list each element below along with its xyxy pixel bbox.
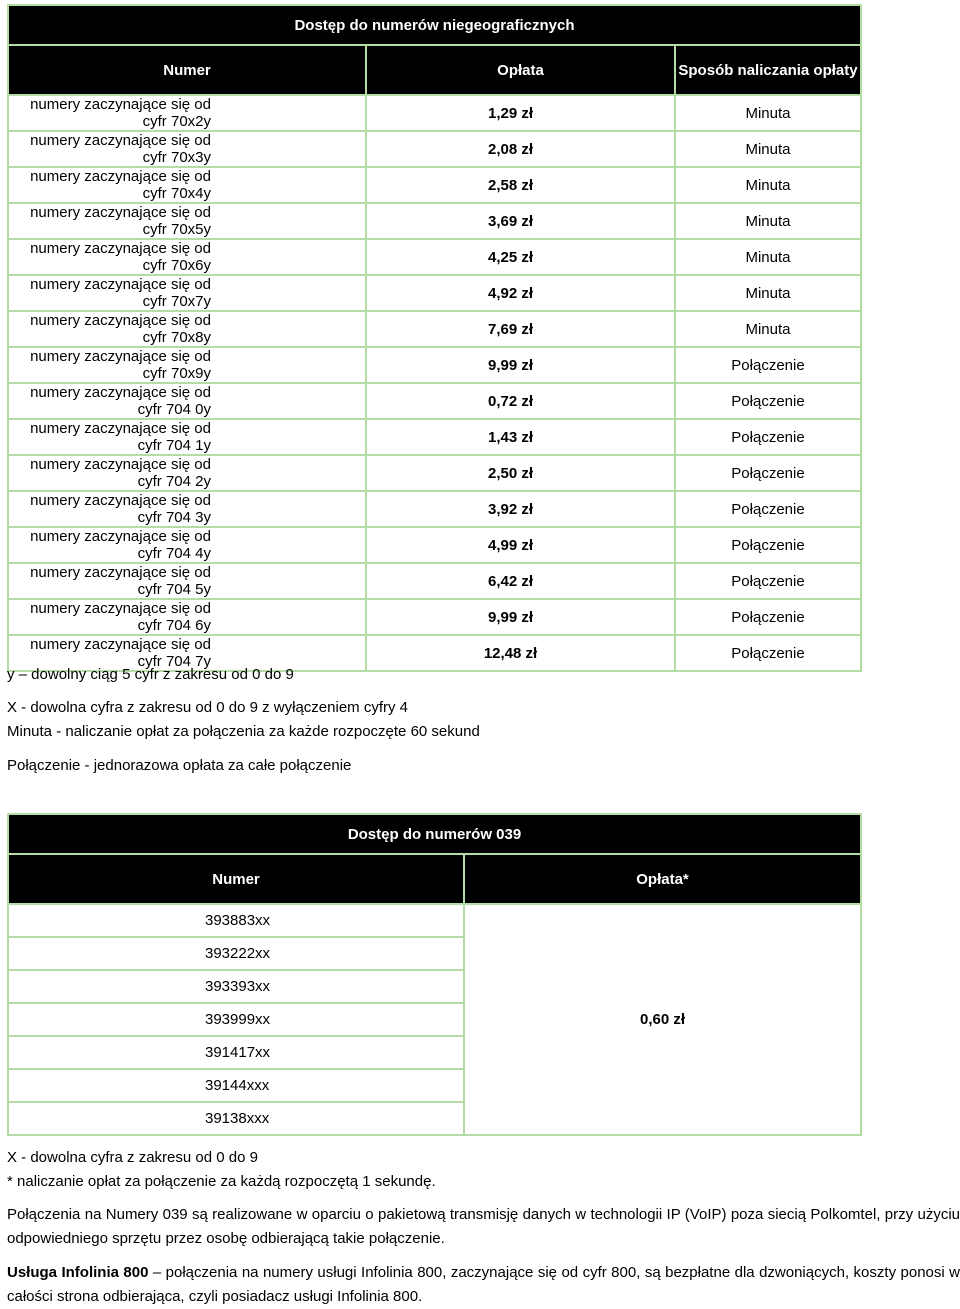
table-row — [8, 491, 861, 527]
fee-cell: 0,72 zł — [366, 383, 675, 419]
fee-cell: 6,42 zł — [366, 563, 675, 599]
non-geographic-numbers-table — [7, 4, 862, 672]
table-row — [8, 131, 861, 167]
note-minuta-definition: Minuta - naliczanie opłat za połączenia za każde rozpoczęte 60 sekund — [7, 723, 480, 740]
table-row — [8, 347, 861, 383]
number-prefix-cell: numery zaczynające się od cyfr 70x5y — [8, 203, 366, 239]
number-prefix-cell: numery zaczynające się od cyfr 70x7y — [8, 275, 366, 311]
billing-mode-cell: Połączenie — [675, 491, 861, 527]
fee-039-cell: 0,60 zł — [464, 904, 861, 1135]
number-prefix-cell: numery zaczynające się od cyfr 704 3y — [8, 491, 366, 527]
number-039-cell: 39138xxx — [8, 1102, 464, 1135]
table1-header-billing: Sposób naliczania opłaty — [675, 45, 861, 95]
table2-body — [8, 904, 861, 1135]
fee-cell: 4,99 zł — [366, 527, 675, 563]
fee-cell: 9,99 zł — [366, 347, 675, 383]
number-039-cell: 393393xx — [8, 970, 464, 1003]
fee-cell: 2,08 zł — [366, 131, 675, 167]
paragraph-infolinia-800 — [7, 1261, 960, 1309]
billing-mode-cell: Połączenie — [675, 419, 861, 455]
number-prefix-cell: numery zaczynające się od cyfr 70x3y — [8, 131, 366, 167]
billing-mode-cell: Minuta — [675, 203, 861, 239]
table-row — [8, 527, 861, 563]
fee-cell: 3,69 zł — [366, 203, 675, 239]
number-prefix-cell: numery zaczynające się od cyfr 70x6y — [8, 239, 366, 275]
table-row — [8, 95, 861, 131]
fee-cell: 1,43 zł — [366, 419, 675, 455]
number-prefix-cell: numery zaczynające się od cyfr 704 4y — [8, 527, 366, 563]
number-prefix-cell: numery zaczynające się od cyfr 70x8y — [8, 311, 366, 347]
infolinia-bold-label: Usługa Infolinia 800 — [7, 1264, 149, 1281]
number-prefix-cell: numery zaczynające się od cyfr 704 1y — [8, 419, 366, 455]
number-039-cell: 393999xx — [8, 1003, 464, 1036]
billing-mode-cell: Połączenie — [675, 563, 861, 599]
table-row — [8, 275, 861, 311]
table1-header-fee: Opłata — [366, 45, 675, 95]
table-row — [8, 563, 861, 599]
fee-cell: 9,99 zł — [366, 599, 675, 635]
number-prefix-cell: numery zaczynające się od cyfr 704 7y — [8, 635, 366, 671]
number-prefix-cell: numery zaczynające się od cyfr 704 0y — [8, 383, 366, 419]
table-row — [8, 599, 861, 635]
billing-mode-cell: Połączenie — [675, 347, 861, 383]
billing-mode-cell: Minuta — [675, 239, 861, 275]
note2-billing-footnote: * naliczanie opłat za połączenie za każdą rozpoczętą 1 sekundę. — [7, 1173, 436, 1190]
number-039-cell: 393222xx — [8, 937, 464, 970]
note2-x-definition: X - dowolna cyfra z zakresu od 0 do 9 — [7, 1149, 258, 1166]
fee-cell: 4,25 zł — [366, 239, 675, 275]
billing-mode-cell: Połączenie — [675, 455, 861, 491]
number-039-cell: 39144xxx — [8, 1069, 464, 1102]
table-row — [8, 239, 861, 275]
table1-header-number: Numer — [8, 45, 366, 95]
fee-cell: 1,29 zł — [366, 95, 675, 131]
table-row — [8, 904, 861, 937]
table-row — [8, 419, 861, 455]
table-row — [8, 311, 861, 347]
number-prefix-cell: numery zaczynające się od cyfr 70x2y — [8, 95, 366, 131]
table2-header-number: Numer — [8, 854, 464, 904]
billing-mode-cell: Połączenie — [675, 383, 861, 419]
table2-title: Dostęp do numerów 039 — [8, 814, 861, 854]
paragraph-039-voip: Połączenia na Numery 039 są realizowane w oparciu o pakietową transmisję danych w technologii IP (VoIP) poza siecią Polkomtel, przy użyciu odpowiedniego sprzętu przez osobę odbierającą takie połączenie. — [7, 1206, 960, 1247]
fee-cell: 2,50 zł — [366, 455, 675, 491]
billing-mode-cell: Minuta — [675, 311, 861, 347]
note-y-definition: y – dowolny ciąg 5 cyfr z zakresu od 0 do 9 — [7, 666, 294, 683]
table1-title: Dostęp do numerów niegeograficznych — [8, 5, 861, 45]
billing-mode-cell: Połączenie — [675, 527, 861, 563]
table-row — [8, 167, 861, 203]
number-prefix-cell: numery zaczynające się od cyfr 70x4y — [8, 167, 366, 203]
note-x-definition: X - dowolna cyfra z zakresu od 0 do 9 z wyłączeniem cyfry 4 — [7, 699, 409, 716]
number-prefix-cell: numery zaczynające się od cyfr 704 6y — [8, 599, 366, 635]
number-039-cell: 393883xx — [8, 904, 464, 937]
table-row — [8, 203, 861, 239]
fee-cell: 3,92 zł — [366, 491, 675, 527]
table2-header-fee: Opłata* — [464, 854, 861, 904]
billing-mode-cell: Minuta — [675, 167, 861, 203]
table-row — [8, 455, 861, 491]
billing-mode-cell: Minuta — [675, 275, 861, 311]
numbers-039-table — [7, 813, 862, 1136]
number-prefix-cell: numery zaczynające się od cyfr 704 5y — [8, 563, 366, 599]
billing-mode-cell: Połączenie — [675, 635, 861, 671]
table-row — [8, 383, 861, 419]
infolinia-text: – połączenia na numery usługi Infolinia 800, zaczynające się od cyfr 800, są bezpłatne dla dzwoniących, koszty ponosi w całości strona odbierająca, czyli posiadacz usługi Infolinia 800. — [7, 1264, 960, 1305]
fee-cell: 7,69 zł — [366, 311, 675, 347]
fee-cell: 2,58 zł — [366, 167, 675, 203]
billing-mode-cell: Minuta — [675, 95, 861, 131]
fee-cell: 12,48 zł — [366, 635, 675, 671]
billing-mode-cell: Minuta — [675, 131, 861, 167]
number-prefix-cell: numery zaczynające się od cyfr 704 2y — [8, 455, 366, 491]
note-polaczenie-definition: Połączenie - jednorazowa opłata za całe połączenie — [7, 757, 352, 774]
number-039-cell: 391417xx — [8, 1036, 464, 1069]
number-prefix-cell: numery zaczynające się od cyfr 70x9y — [8, 347, 366, 383]
table1-body — [8, 95, 861, 671]
billing-mode-cell: Połączenie — [675, 599, 861, 635]
fee-cell: 4,92 zł — [366, 275, 675, 311]
